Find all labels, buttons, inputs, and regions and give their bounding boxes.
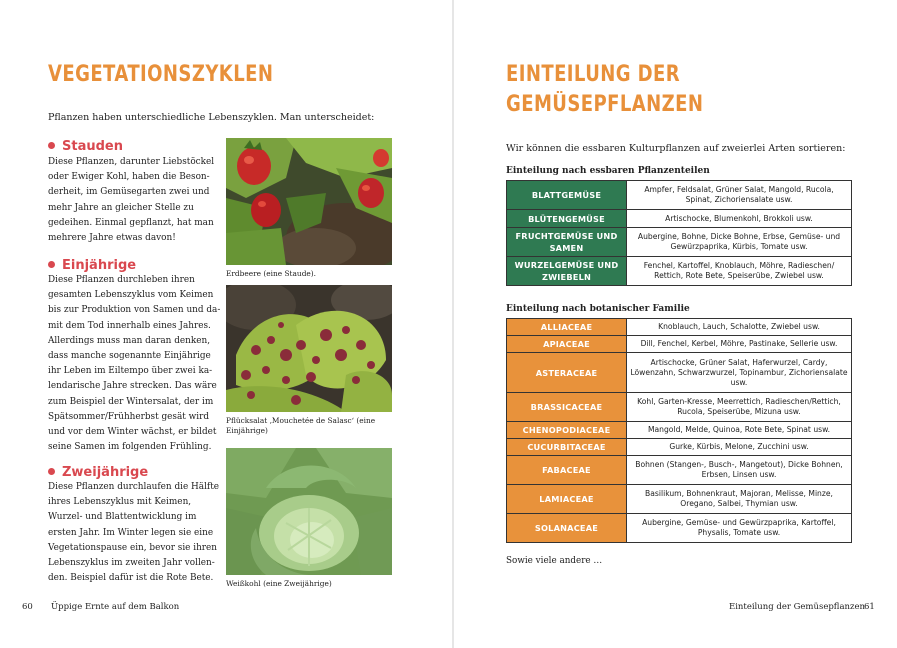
table-label: SOLANACEAE (507, 514, 627, 543)
table-row (507, 210, 852, 228)
page-number-right: 61 (864, 602, 875, 612)
edible-parts-table (506, 180, 852, 286)
page-title-line2: GEMÜSEPFLANZEN (506, 92, 704, 117)
table-label: WURZELGEMÜSE UND ZWIEBELN (507, 257, 627, 286)
table-value: Bohnen (Stangen-, Busch-, Mangetout), Dicke Bohnen, Erbsen, Linsen usw. (627, 456, 852, 485)
running-title-left: Üppige Ernte auf dem Balkon (51, 602, 180, 612)
strawberry-photo (226, 138, 392, 265)
table-row (507, 485, 852, 514)
section-heading-einjaehrige: Einjährige (48, 258, 136, 274)
cabbage-caption: Weißkohl (eine Zweijährige) (226, 579, 332, 588)
table-value: Mangold, Melde, Quinoa, Rote Bete, Spinat usw. (627, 422, 852, 439)
table-label: LAMIACEAE (507, 485, 627, 514)
table-label: ASTERACEAE (507, 353, 627, 393)
table-value: Knoblauch, Lauch, Schalotte, Zwiebel usw. (627, 319, 852, 336)
table-row (507, 228, 852, 257)
section-body-stauden: Diese Pflanzen, darunter Liebstöckel oder Ewiger Kohl, haben die Beson- derheit, im Gemüsegarten zwei und mehr Jahre an gleicher Stelle zu gedeihen. Einmal gepflanzt, hat man mehrere Jahre etwas davon! (48, 157, 215, 244)
table-label: BLÜTENGEMÜSE (507, 210, 627, 228)
table-label: FABACEAE (507, 456, 627, 485)
table-row (507, 181, 852, 210)
table-row (507, 336, 852, 353)
table-value: Basilikum, Bohnenkraut, Majoran, Melisse, Minze, Oregano, Salbei, Thymian usw. (627, 485, 852, 514)
table-row (507, 353, 852, 393)
table2-title: Einteilung nach botanischer Familie (506, 304, 690, 314)
intro-text-right: Wir können die essbaren Kulturpflanzen auf zweierlei Arten sortieren: (506, 143, 846, 154)
table-row (507, 514, 852, 543)
strawberry-caption: Erdbeere (eine Staude). (226, 269, 317, 278)
table-row (507, 422, 852, 439)
table-label: BLATTGEMÜSE (507, 181, 627, 210)
table-row (507, 319, 852, 336)
table-label: CUCURBITACEAE (507, 439, 627, 456)
section-body-zweijaehrige: Diese Pflanzen durchlaufen die Hälfte ihres Lebenszyklus mit Keimen, Wurzel- und Blattentwicklung im ersten Jahr. Im Winter legen sie eine Vegetationspause ein, bevor sie ihren Lebenszyklus im zweiten Jahr vollen- den. Beispiel dafür ist die Rote Bete. (48, 482, 220, 584)
table-label: APIACEAE (507, 336, 627, 353)
bullet-dot-icon (48, 468, 55, 475)
table-row (507, 393, 852, 422)
table-row (507, 439, 852, 456)
table-value: Aubergine, Bohne, Dicke Bohne, Erbse, Gemüse- und Gewürzpaprika, Kürbis, Tomate usw. (627, 228, 852, 257)
section-body-einjaehrige: Diese Pflanzen durchleben ihren gesamten Lebenszyklus vom Keimen bis zur Produktion von Samen und da- mit dem Tod innerhalb eines Jahres. Allerdings muss man daran denken, dass manche sogenannte Einjährige ihr Leben im Eiltempo über zwei ka- lendarische Jahre strecken. Das wäre zum Beispiel der Wintersalat, der im Spätsommer/Frühherbst gesät wird und vor dem Winter wächst, er bildet seine Samen im folgenden Frühling. (48, 275, 221, 453)
bullet-dot-icon (48, 142, 55, 149)
page-number-left: 60 (22, 602, 33, 612)
table-value: Artischocke, Grüner Salat, Haferwurzel, Cardy, Löwenzahn, Schwarzwurzel, Topinambur, Zichoriensalate usw. (627, 353, 852, 393)
cabbage-photo (226, 448, 392, 575)
table-value: Artischocke, Blumenkohl, Brokkoli usw. (627, 210, 852, 228)
section-heading-stauden: Stauden (48, 139, 123, 155)
intro-text: Pflanzen haben unterschiedliche Lebenszyklen. Man unterscheidet: (48, 112, 375, 123)
bullet-dot-icon (48, 261, 55, 268)
section-heading-zweijaehrige: Zweijährige (48, 465, 148, 481)
table-row (507, 456, 852, 485)
table1-title: Einteilung nach essbaren Pflanzenteilen (506, 166, 710, 176)
lettuce-photo (226, 285, 392, 412)
table-value: Kohl, Garten-Kresse, Meerrettich, Radieschen/Rettich, Rucola, Speiserübe, Mizuna usw. (627, 393, 852, 422)
closing-text: Sowie viele andere … (506, 556, 603, 566)
page-title: VEGETATIONSZYKLEN (48, 62, 274, 87)
table-label: BRASSICACEAE (507, 393, 627, 422)
lettuce-caption: Pflücksalat ‚Mouchetée de Salasc‘ (eine Einjährige) (226, 416, 376, 435)
table-value: Ampfer, Feldsalat, Grüner Salat, Mangold, Rucola, Spinat, Zichoriensalate usw. (627, 181, 852, 210)
botanical-family-table (506, 318, 852, 543)
table-label: FRUCHTGEMÜSE UND SAMEN (507, 228, 627, 257)
table-value: Dill, Fenchel, Kerbel, Möhre, Pastinake, Sellerie usw. (627, 336, 852, 353)
table-value: Aubergine, Gemüse- und Gewürzpaprika, Kartoffel, Physalis, Tomate usw. (627, 514, 852, 543)
table-value: Fenchel, Kartoffel, Knoblauch, Möhre, Radieschen/ Rettich, Rote Bete, Speiserübe, Zwiebel usw. (627, 257, 852, 286)
table-label: ALLIACEAE (507, 319, 627, 336)
table-label: CHENOPODIACEAE (507, 422, 627, 439)
running-title-right: Einteilung der Gemüsepflanzen (729, 602, 865, 612)
table-row (507, 257, 852, 286)
table-value: Gurke, Kürbis, Melone, Zucchini usw. (627, 439, 852, 456)
page-title-line1: EINTEILUNG DER (506, 62, 681, 87)
